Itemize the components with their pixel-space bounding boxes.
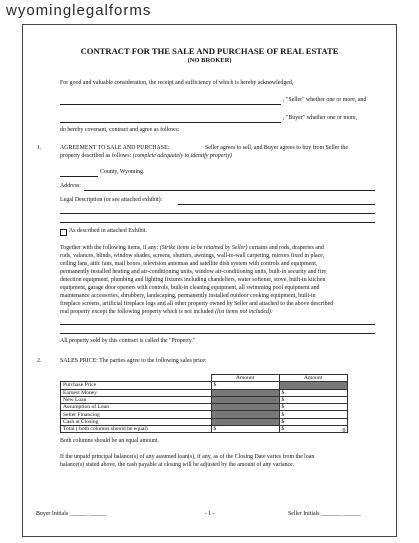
seller-name-line[interactable] [60, 104, 281, 105]
row-label: Earnest Money [61, 389, 212, 396]
header-cell-amount-1: Amount [211, 375, 279, 382]
table-row-total [61, 426, 348, 433]
legal-description-line-2[interactable] [60, 213, 375, 214]
together-line-8: fireplace screens, artificial fireplace logs and all other property owned by Seller and attached to the above described [60, 301, 334, 307]
seller-label: , "Seller" whether one or more, and [283, 97, 367, 103]
amount-cell[interactable]: $ [279, 411, 347, 418]
section-2-number: 2. [37, 358, 42, 364]
row-label: New Loan [61, 396, 212, 403]
section-1-heading: AGREEMENT TO SALE AND PURCHASE: [60, 145, 170, 151]
page-number: - 1 - [204, 511, 215, 517]
amount-cell[interactable]: $ [279, 396, 347, 403]
unpaid-balance-line-1: If the unpaid principal balance(s) of any assumed loan(s), if any, as of the Closing Date varies from the loan [60, 454, 315, 460]
total-value: 0 [342, 428, 346, 435]
header-cell-amount-2: Amount [279, 375, 347, 382]
amount-cell[interactable]: $ [211, 382, 279, 389]
exhibit-checkbox[interactable] [60, 229, 67, 236]
table-row [61, 389, 348, 396]
county-line[interactable] [60, 176, 98, 177]
buyer-label: , "Buyer" whether one or more, [283, 115, 358, 121]
together-line-9 [60, 309, 273, 317]
together-line-6: equipment, garage door openers with controls, built-in cleaning equipment, all swimming pool equipment and [60, 285, 320, 291]
total-amount-cell[interactable]: $ [211, 426, 279, 433]
seller-initials[interactable]: Seller Initials _______ ______ [288, 511, 361, 517]
together-line-2: rods, valances, blinds, window shades, screens, shutters, awnings, wall-to-wall carpeting, mirrors fixed in place, [60, 253, 325, 259]
contract-subtitle: (NO BROKER) [187, 57, 232, 64]
legal-description-line-1[interactable] [178, 204, 375, 205]
section-1-text-b [60, 153, 232, 161]
strike-items-note: (Strike items to be retained by Seller) [159, 245, 248, 251]
address-label: Address: [60, 183, 81, 189]
section-1-text-a: Seller agrees to sell, and Buyer agrees to buy from Seller the [205, 145, 348, 151]
amount-cell[interactable]: $ [279, 418, 347, 425]
header-cell-blank [61, 375, 212, 382]
table-row [61, 404, 348, 411]
row-label: Total ( both columns should be equal) [61, 426, 212, 433]
contract-title: CONTRACT FOR THE SALE AND PURCHASE OF REAL ESTATE [80, 46, 339, 56]
table-header-row [61, 375, 348, 382]
buyer-initials[interactable]: Buyer Initials ______ ______ [36, 511, 107, 517]
row-label: Purchase Price [61, 382, 212, 389]
amount-cell-shaded [211, 418, 279, 425]
amount-cell-shaded [211, 404, 279, 411]
amount-cell-shaded [279, 382, 347, 389]
together-line-4: permanently installed heating and air-conditioning units, window air-conditioning units, built-in security and fire [60, 269, 327, 275]
consideration-text: For good and valuable consideration, the receipt and sufficiency of which is hereby acknowledged, [60, 80, 294, 86]
together-text: Together with the following items, if any: [60, 245, 159, 251]
section-2-heading: SALES PRICE: The parties agree to the following sales price: [60, 358, 207, 364]
total-amount-cell-2[interactable] [279, 426, 347, 433]
row-label: Cash at Closing [61, 418, 212, 425]
legal-description-label: Legal Description (or see attached exhibit): [60, 197, 163, 203]
row-label: Assumption of Loan [61, 404, 212, 411]
table-row [61, 396, 348, 403]
property-described-text: property described as follows: [60, 153, 132, 159]
table-row [61, 382, 348, 389]
amount-cell[interactable]: $ [279, 404, 347, 411]
buyer-name-line[interactable] [60, 122, 281, 123]
watermark: wyominglegalforms [6, 2, 152, 19]
excluded-items-line-1[interactable] [60, 324, 375, 325]
row-label: Seller Financing [61, 411, 212, 418]
section-1-number: 1. [37, 145, 42, 151]
equal-amount-note: Both columns should be an equal amount. [60, 438, 159, 444]
table-row [61, 411, 348, 418]
together-line-5: detection equipment, plumbing and lighting fixtures including chandeliers, water softener, stove, built-in kitchen [60, 277, 326, 283]
together-text-rest: curtains and rods, draperies and [249, 245, 324, 251]
all-property-text: All property sold by this contract is called the "Property." [60, 338, 196, 344]
amount-cell[interactable]: $ [279, 389, 347, 396]
together-line-1 [60, 245, 324, 253]
amount-cell-shaded [211, 411, 279, 418]
address-line[interactable] [84, 190, 375, 191]
total-dollar-sign: $ [281, 426, 285, 433]
amount-cell-shaded [211, 389, 279, 396]
county-label: County, Wyoming. [100, 169, 145, 175]
together-line-3: ceiling fans, attic fans, mail boxes, television antennas and satellite dish system with controls and equipment, [60, 261, 318, 267]
amount-cell-shaded [211, 396, 279, 403]
together-line-7: maintenance accessories, shrubbery, landscaping, permanently installed outdoor cooking equipment, built-in [60, 293, 316, 299]
sales-price-table [60, 374, 348, 433]
unpaid-balance-line-2: balance(s) stated above, the cash payable at closing will be adjusted by the amount of any variance. [60, 462, 295, 468]
table-row [61, 418, 348, 425]
identify-property-note: (complete adequately to identify property) [132, 153, 232, 159]
covenant-text: do hereby covenant, contract and agree as follows: [60, 127, 180, 133]
except-following-text: real property except the following property which is not included [60, 309, 214, 315]
excluded-items-line-2[interactable] [60, 333, 375, 334]
exhibit-label: As described in attached Exhibit. [69, 228, 148, 234]
legal-description-line-3[interactable] [60, 222, 375, 223]
not-included-note: (list items not included): [215, 309, 273, 315]
